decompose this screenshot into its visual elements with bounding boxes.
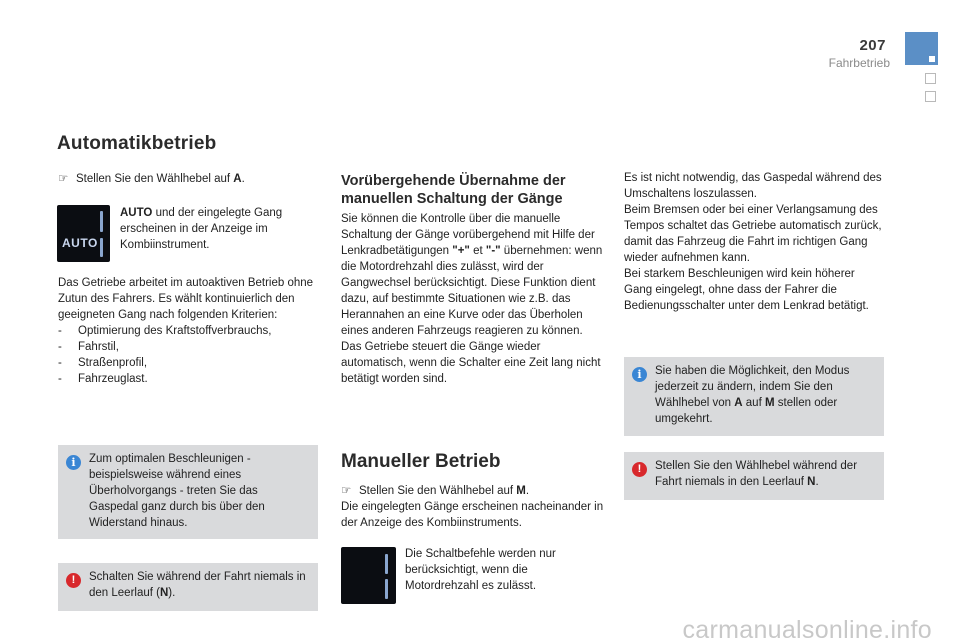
list-item: - Optimierung des Kraftstoffverbrauchs,	[58, 323, 320, 339]
list-item: - Fahrstil,	[58, 339, 320, 355]
section-title-manual: Manueller Betrieb	[341, 451, 501, 472]
section-title-temporary-manual: Vorübergehende Übernahme der manuellen Schaltung der Gänge	[341, 173, 566, 207]
auto-display-image	[57, 205, 110, 262]
warning-icon: !	[632, 462, 647, 477]
page-number: 207	[859, 37, 886, 54]
chapter-tab-empty	[925, 73, 936, 84]
pointer-icon: ☞	[58, 173, 69, 185]
temporary-manual-text: Sie können die Kontrolle über die manuelle Schaltung der Gänge vorübergehend mit Hilfe der Lenkradbetätigungen "+" et "-" übernehmen: wenn die Motordrehzahl dies zulässt, wird der Gangwechsel berücksichtigt. Diese Funktion dient dazu, auf bestimmte Situationen wie z.B. das Herannahen an eine Kurve oder das Überholen eines anderen Fahrzeugs reagieren zu können. Das Getriebe steuert die Gänge wieder automatisch, wenn die Schalter eine Zeit lang nicht betätigt worden sind.	[341, 213, 603, 385]
info-box-mode-change: i Sie haben die Möglichkeit, den Modus jederzeit zu ändern, indem Sie den Wählhebel von A auf M stellen oder umgekehrt.	[624, 357, 884, 436]
shifting-text: Es ist nicht notwendig, das Gaspedal während des Umschaltens loszulassen. Beim Bremsen oder bei einer Verlangsamung des Tempos schaltet das Getriebe automatisch zurück, damit das Fahrzeug die Fahrt im richtigen Gang wieder aufnehmen kann. Bei starkem Beschleunigen wird kein höherer Gang eingelegt, ohne dass der Fahrer die Bedienungsschalter unter dem Lenkrad betätigt.	[624, 172, 882, 312]
warning-box-neutral: ! Schalten Sie während der Fahrt niemals in den Leerlauf (N).	[58, 563, 318, 611]
pointer-icon: ☞	[341, 485, 352, 497]
chapter-tab-empty	[925, 91, 936, 102]
automatic-paragraph: Das Getriebe arbeitet im autoaktiven Betrieb ohne Zutun des Fahrers. Es wählt kontinuierlich den geeigneten Gang nach folgenden Kriterien: - Optimierung des Kraftstoffverbrauchs, - Fahrstil, - Straßenprofil, - Fahrzeuglast.	[58, 275, 320, 387]
auto-display-label: AUTO	[62, 236, 98, 250]
info-box-acceleration: i Zum optimalen Beschleunigen - beispielsweise während eines Überholvorgangs - treten Sie das Gaspedal ganz durch bis über den Widerstand hinaus.	[58, 445, 318, 539]
instruction-manual: ☞ Stellen Sie den Wählhebel auf M. Die eingelegten Gänge erscheinen nacheinander in der Anzeige des Kombiinstruments.	[341, 485, 604, 529]
chapter-tab-active	[905, 32, 938, 65]
chapter-title: Fahrbetrieb	[828, 56, 890, 70]
list-item: - Fahrzeuglast.	[58, 371, 320, 387]
instruction-automatic: ☞ Stellen Sie den Wählhebel auf A.	[58, 173, 245, 185]
tab-marker-icon	[929, 56, 935, 62]
warning-box-neutral-2: ! Stellen Sie den Wählhebel während der Fahrt niemals in den Leerlauf N.	[624, 452, 884, 500]
manual-note: Die Schaltbefehle werden nur berücksichtigt, wenn die Motordrehzahl es zulässt.	[405, 548, 556, 592]
watermark: carmanualsonline.info	[682, 616, 932, 644]
list-item: - Straßenprofil,	[58, 355, 320, 371]
auto-description: AUTO und der eingelegte Gang erscheinen in der Anzeige im Kombiinstrument.	[120, 207, 283, 251]
section-title-automatic: Automatikbetrieb	[57, 133, 217, 154]
manual-display-image	[341, 547, 396, 604]
info-icon: i	[66, 455, 81, 470]
criteria-list	[58, 323, 320, 387]
warning-icon: !	[66, 573, 81, 588]
info-icon: i	[632, 367, 647, 382]
